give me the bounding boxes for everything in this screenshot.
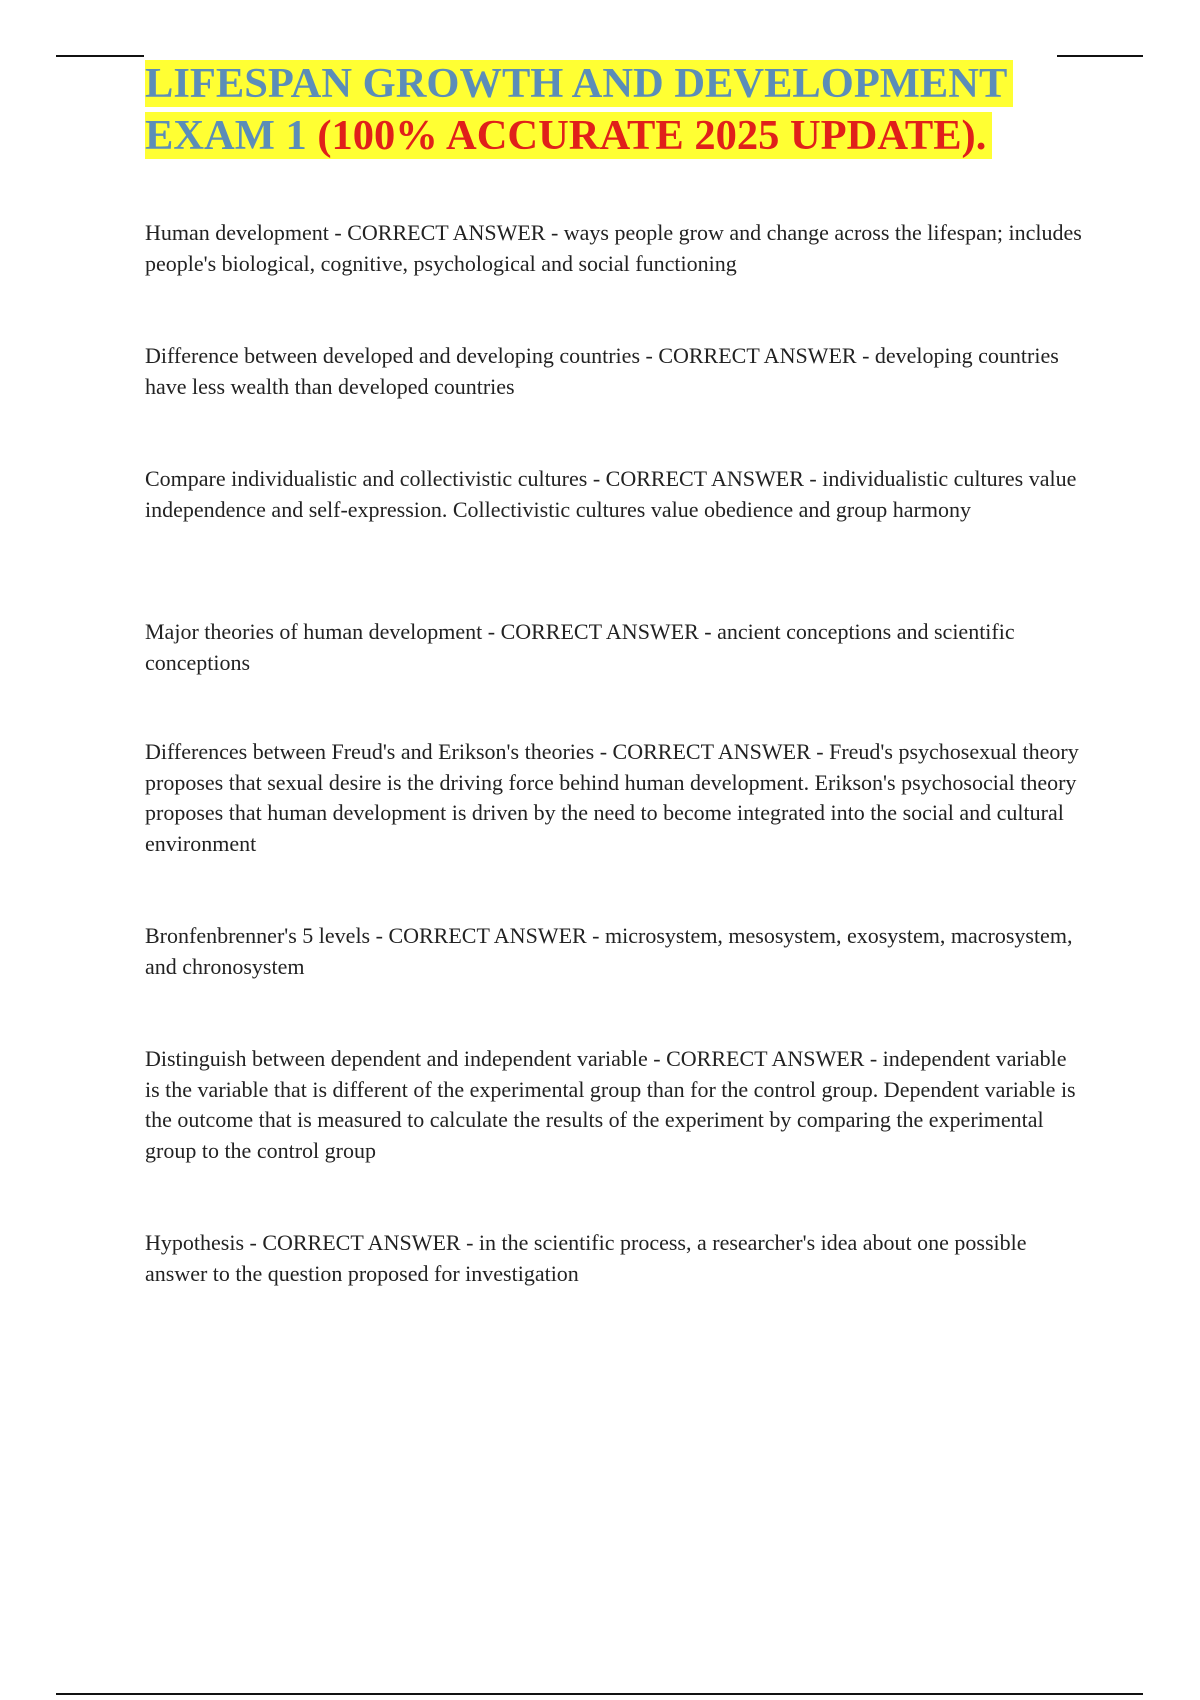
document-title [145,58,1125,162]
title-main: LIFESPAN GROWTH AND DEVELOPMENT EXAM 1 [145,60,1007,159]
qa-item-variables: Distinguish between dependent and independent variable - CORRECT ANSWER - independent variable is the variable that is different of the experimental group than for the control group. Dependent variable is the outcome that is measured to calculate the results of the experiment by comparing the experimental group to the control group [145,1046,1076,1163]
bottom-rule [56,1693,1143,1695]
qa-item-human-development: Human development - CORRECT ANSWER - ways people grow and change across the lifespan; includes people's biological, cognitive, psychological and social functioning [145,220,1082,276]
qa-item-freud-erikson: Differences between Freud's and Erikson's theories - CORRECT ANSWER - Freud's psychosexual theory proposes that sexual desire is the driving force behind human development. Erikson's psychosocial theory proposes that human development is driven by the need to become integrated into the social and cultural environment [145,739,1079,856]
title-update-note: (100% ACCURATE 2025 UPDATE). [317,112,987,159]
top-rule-left [56,55,144,57]
qa-item-hypothesis: Hypothesis - CORRECT ANSWER - in the scientific process, a researcher's idea about one possible answer to the question proposed for investigation [145,1230,1027,1286]
top-rule-right [1057,55,1143,57]
qa-item-bronfenbrenner: Bronfenbrenner's 5 levels - CORRECT ANSWER - microsystem, mesosystem, exosystem, macrosystem, and chronosystem [145,923,1073,979]
qa-item-cultures: Compare individualistic and collectivistic cultures - CORRECT ANSWER - individualistic cultures value independence and self-expression. Collectivistic cultures value obedience and group harmony [145,466,1077,522]
qa-item-developed-countries: Difference between developed and developing countries - CORRECT ANSWER - developing countries have less wealth than developed countries [145,343,1059,399]
qa-item-major-theories: Major theories of human development - CORRECT ANSWER - ancient conceptions and scientific conceptions [145,619,1015,675]
